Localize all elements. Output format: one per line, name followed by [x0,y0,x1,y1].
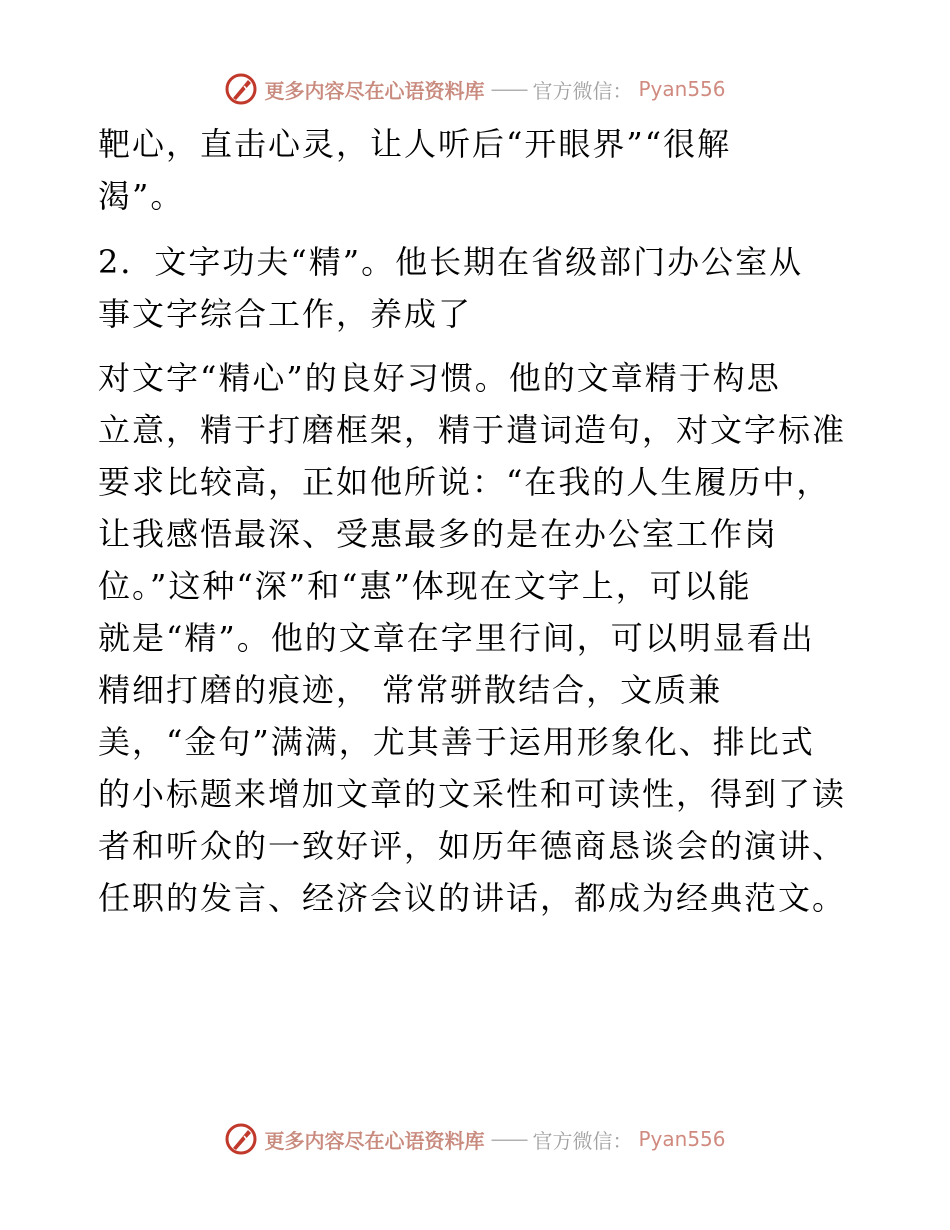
body-line: 者和听众的一致好评，如历年德商恳谈会的演讲、 [98,827,847,865]
body-line: 的小标题来增加文章的文采性和可读性，得到了读 [98,775,847,813]
watermark-separator: —— [490,77,527,101]
body-line: 精细打磨的痕迹， 常常骈散结合，文质兼 [98,671,723,709]
footer-watermark [0,1122,950,1156]
watermark-separator: —— [490,1127,527,1151]
body-line: 位。”这种“深”和“惠”体现在文字上，可以能 [98,567,752,605]
header-watermark [0,72,950,106]
body-line: 任职的发言、经济会议的讲话，都成为经典范文。 [98,879,847,917]
document-body [98,118,858,924]
body-line: 立意，精于打磨框架，精于遣词造句，对文字标准 [98,411,847,449]
watermark-wechat-id: Pyan556 [638,77,726,101]
body-line: 渴”。 [98,177,185,215]
feather-pen-seal-icon [224,1122,258,1156]
watermark-sub-text: 官方微信： [532,78,633,103]
watermark-wechat-id: Pyan556 [638,1127,726,1151]
body-line: 就是“精”。他的文章在字里行间，可以明显看出 [98,619,815,657]
watermark-main-text: 更多内容尽在心语资料库 [264,78,485,103]
watermark-main-text: 更多内容尽在心语资料库 [264,1128,485,1153]
body-line: 事文字综合工作，养成了 [98,295,473,333]
body-line: 要求比较高，正如他所说：“在我的人生履历中， [98,463,831,501]
body-line: 2．文字功夫“精”。他长期在省级部门办公室从 [98,243,804,281]
watermark-sub-text: 官方微信： [532,1128,633,1153]
feather-pen-seal-icon [224,72,258,106]
body-line: 美，“金句”满满，尤其善于运用形象化、排比式 [98,723,815,761]
body-line: 对文字“精心”的良好习惯。他的文章精于构思 [98,359,781,397]
body-line: 靶心，直击心灵，让人听后“开眼界”“很解 [98,125,732,163]
body-line: 让我感悟最深、受惠最多的是在办公室工作岗 [98,515,779,553]
